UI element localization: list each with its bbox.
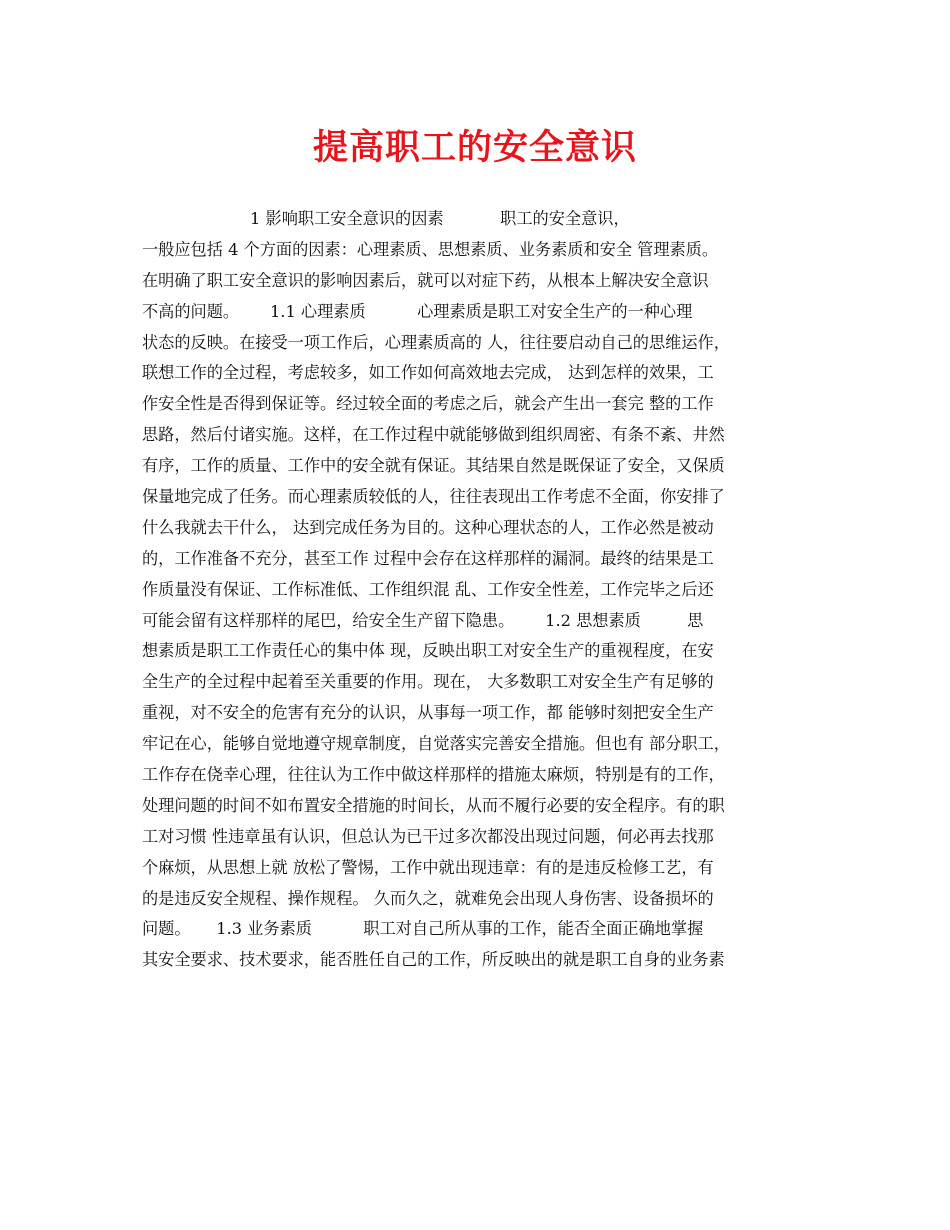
body-line: 在明确了职工安全意识的影响因素后，就可以对症下药，从根本上解决安全意识	[142, 270, 709, 290]
body-line: 作质量没有保证、工作标准低、工作组织混 乱、工作安全性差，工作完毕之后还	[142, 579, 714, 599]
body-line: 工作存在侥幸心理，往往认为工作中做这样那样的措施太麻烦，特别是有的工作，	[142, 765, 725, 785]
body-line: 不高的问题。 1.1 心理素质 心理素质是职工对安全生产的一种心理	[142, 301, 693, 321]
body-line: 作安全性是否得到保证等。经过较全面的考虑之后，就会产生出一套完 整的工作	[142, 394, 714, 414]
body-line: 想素质是职工工作责任心的集中体 现，反映出职工对安全生产的重视程度，在安	[142, 641, 714, 661]
body-line: 一般应包括 4 个方面的因素：心理素质、思想素质、业务素质和安全 管理素质。	[142, 239, 719, 259]
body-line: 其安全要求、技术要求，能否胜任自己的工作，所反映出的就是职工自身的业务素	[142, 950, 725, 970]
body-line: 的，工作准备不充分，甚至工作 过程中会存在这样那样的漏洞。最终的结果是工	[142, 548, 714, 568]
body-line: 全生产的全过程中起着至关重要的作用。现在， 大多数职工对安全生产有足够的	[142, 672, 714, 692]
body-line: 联想工作的全过程，考虑较多，如工作如何高效地去完成， 达到怎样的效果，工	[142, 363, 714, 383]
body-line: 状态的反映。在接受一项工作后，心理素质高的 人，往往要启动自己的思维运作，	[142, 332, 730, 352]
document-title: 提高职工的安全意识	[312, 127, 637, 168]
body-line: 工对习惯 性违章虽有认识，但总认为已干过多次都没出现过问题，何必再去找那	[142, 826, 714, 846]
body-line: 牢记在心，能够自觉地遵守规章制度，自觉落实完善安全措施。但也有 部分职工，	[142, 734, 730, 754]
body-line: 重视，对不安全的危害有充分的认识，从事每一项工作，都 能够时刻把安全生产	[142, 703, 714, 723]
body-line: 什么我就去干什么， 达到完成任务为目的。这种心理状态的人，工作必然是被动	[142, 517, 714, 537]
body-line: 问题。 1.3 业务素质 职工对自己所从事的工作，能否全面正确地掌握	[142, 919, 704, 939]
body-line: 可能会留有这样那样的尾巴，给安全生产留下隐患。 1.2 思想素质 思	[142, 610, 704, 630]
body-line: 个麻烦，从思想上就 放松了警惕，工作中就出现违章：有的是违反检修工艺，有	[142, 857, 714, 877]
body-line: 思路，然后付诸实施。这样，在工作过程中就能够做到组织周密、有条不紊、井然	[142, 425, 725, 445]
body-line: 的是违反安全规程、操作规程。 久而久之，就难免会出现人身伤害、设备损坏的	[142, 888, 714, 908]
body-line: 处理问题的时间不如布置安全措施的时间长，从而不履行必要的安全程序。有的职	[142, 795, 725, 815]
body-line: 有序，工作的质量、工作中的安全就有保证。其结果自然是既保证了安全，又保质	[142, 456, 725, 476]
document-body	[142, 204, 827, 976]
body-line: 保量地完成了任务。而心理素质较低的人，往往表现出工作考虑不全面，你安排了	[142, 487, 725, 507]
body-line: 1 影响职工安全意识的因素 职工的安全意识，	[142, 209, 630, 228]
